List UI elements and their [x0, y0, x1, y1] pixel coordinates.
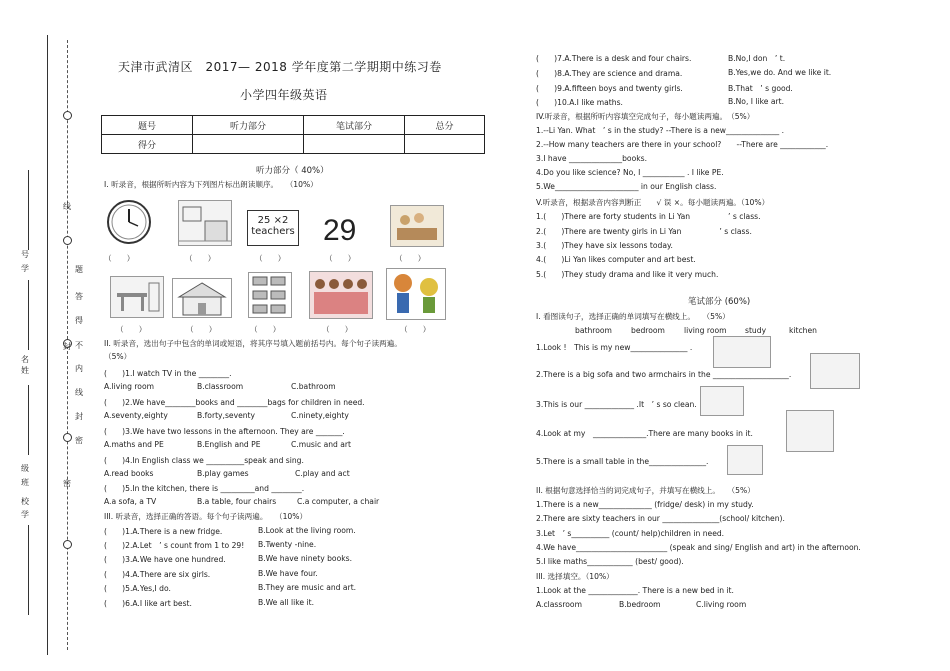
seal-char: 答 — [75, 292, 83, 301]
judge-line[interactable]: 3.( )They have six lessons today. — [536, 241, 673, 250]
label-ming: 名 — [21, 355, 29, 364]
option-b[interactable]: B.a table, four chairs — [197, 497, 277, 506]
score-header: 题号 — [102, 116, 193, 135]
margin-hole — [63, 236, 72, 245]
label-xiao: 校 — [21, 497, 29, 506]
score-cell[interactable] — [304, 135, 405, 154]
option-b[interactable]: B.Yes,we do. And we like it. — [728, 68, 832, 77]
fill-sentence[interactable]: 1.--Li Yan. What ’ s in the study? --There is a new______________ . — [536, 126, 785, 135]
fill-line — [28, 385, 29, 455]
score-header: 总分 — [405, 116, 485, 135]
seal-char: 内 — [75, 364, 83, 373]
option-a[interactable]: A.living room — [104, 382, 154, 391]
answer-paren[interactable]: （ ） — [400, 325, 431, 334]
answer-paren[interactable]: （ ） — [325, 254, 356, 263]
word-bank-item: living room — [684, 326, 727, 335]
seal-char: 封 — [63, 342, 71, 351]
question-line: ( )6.A.I like art best. — [104, 599, 192, 608]
seal-char: 线 — [63, 202, 71, 211]
score-header: 笔试部分 — [304, 116, 405, 135]
clock-picture — [104, 199, 154, 245]
question-line: ( )1.I watch TV in the ________. — [104, 369, 232, 378]
fill-line — [28, 525, 29, 615]
margin-hole — [63, 433, 72, 442]
option-b[interactable]: B.We have ninety books. — [258, 554, 352, 563]
answer-paren[interactable]: （ ） — [395, 254, 426, 263]
school-building-picture — [172, 278, 232, 318]
written-section-2-heading: II. 根据句意选择恰当的词完成句子，并填写在横线上。 （5%） — [536, 486, 755, 495]
fill-sentence[interactable]: 2.There are sixty teachers in our _______________(school/ kitchen). — [536, 514, 785, 523]
word-bank-item: bedroom — [631, 326, 665, 335]
question-line: ( )1.A.There is a new fridge. — [104, 527, 223, 536]
label-xing: 姓 — [21, 366, 29, 375]
fill-sentence[interactable]: 1.Look at the _____________. There is a new bed in it. — [536, 586, 734, 595]
judge-line[interactable]: 5.( )They study drama and like it very much. — [536, 270, 719, 279]
listening-title: 听力部分（ 40%） — [256, 166, 329, 176]
fill-sentence[interactable]: 2.--How many teachers are there in your school? --There are ____________. — [536, 140, 829, 149]
fill-sentence[interactable]: 5.We______________________ in our English class. — [536, 182, 717, 191]
option-a[interactable]: A.seventy,eighty — [104, 411, 168, 420]
fill-sentence[interactable]: 1.There is a new______________ (fridge/ desk) in my study. — [536, 500, 754, 509]
option-c[interactable]: C.ninety,eighty — [291, 411, 349, 420]
option-b[interactable]: B.play games — [197, 469, 249, 478]
judge-line[interactable]: 4.( )Li Yan likes computer and art best. — [536, 255, 696, 264]
option-b[interactable]: B.They are music and art. — [258, 583, 357, 592]
question-line: ( )5.In the kitchen, there is _________and ________. — [104, 484, 305, 493]
room-picture-3 — [700, 386, 744, 416]
option-b[interactable]: B.Look at the living room. — [258, 526, 356, 535]
classroom-picture — [390, 205, 444, 247]
option-a[interactable]: A.classroom — [536, 600, 582, 609]
option-c[interactable]: C.play and act — [295, 469, 350, 478]
word-bank-item: bathroom — [575, 326, 612, 335]
seal-char: 得 — [75, 316, 83, 325]
question-line: ( )9.A.fifteen boys and twenty girls. — [536, 84, 683, 93]
seal-char: 线 — [75, 388, 83, 397]
answer-paren[interactable]: （ ） — [104, 254, 135, 263]
question-line: ( )5.A.Yes,I do. — [104, 584, 171, 593]
answer-paren[interactable]: （ ） — [116, 325, 147, 334]
option-a[interactable]: A.a sofa, a TV — [104, 497, 157, 506]
section-4-heading: IV.听录音，根据所听内容填空完成句子，每小题读两遍。 （5%） — [536, 112, 755, 121]
option-b[interactable]: B.That ’ s good. — [728, 84, 793, 93]
question-line: ( )2.A.Let ’ s count from 1 to 29! — [104, 541, 245, 550]
written-section-1-heading: I. 看图读句子，选择正确的单词填写在横线上。 （5%） — [536, 312, 730, 321]
number-card — [247, 210, 299, 246]
section-2-percent: （5%） — [104, 352, 132, 361]
label-haoxue: 号学 — [21, 250, 29, 273]
option-b[interactable]: B.We all like it. — [258, 598, 314, 607]
label-ban: 班 — [21, 478, 29, 487]
seal-char: 密 — [75, 436, 83, 445]
option-a[interactable]: A.read books — [104, 469, 154, 478]
written-title: 笔试部分 (60%) — [688, 297, 751, 307]
judge-line[interactable]: 2.( )There are twenty girls in Li Yan ’ s class. — [536, 227, 752, 236]
exam-subtitle: 小学四年级英语 — [240, 88, 328, 102]
word-bank-item: study — [745, 326, 767, 335]
fill-sentence[interactable]: 3.This is our _____________ .It ’ s so clean. — [536, 400, 697, 409]
score-cell[interactable] — [193, 135, 304, 154]
option-b[interactable]: B.bedroom — [619, 600, 661, 609]
answer-paren[interactable]: （ ） — [186, 325, 217, 334]
seal-char: 题 — [75, 265, 83, 274]
fill-line — [28, 170, 29, 250]
score-header: 听力部分 — [193, 116, 304, 135]
room-picture-2 — [810, 353, 860, 389]
section-2-heading: II. 听录音，选出句子中包含的单词或短语，将其序号填入题前括号内。每个句子读两遍。 — [104, 339, 402, 348]
students-picture — [309, 271, 373, 319]
question-line: ( )4.In English class we __________speak and sing. — [104, 456, 304, 465]
option-b[interactable]: B.English and PE — [197, 440, 261, 449]
question-line: ( )3.A.We have one hundred. — [104, 555, 226, 564]
seal-char: 封 — [75, 412, 83, 421]
answer-paren[interactable]: （ ） — [250, 325, 281, 334]
option-b[interactable]: B.No, I like art. — [728, 97, 785, 106]
margin-line-outer — [47, 35, 48, 655]
margin-hole — [63, 540, 72, 549]
answer-paren[interactable]: （ ） — [185, 254, 216, 263]
question-line: ( )4.A.There are six girls. — [104, 570, 211, 579]
question-line: ( )3.We have two lessons in the afternoon. They are _______. — [104, 427, 345, 436]
cartoon-characters-picture — [386, 268, 446, 320]
section-1-heading: I. 听录音，根据所听内容为下列图片标出朗读顺序。 （10%） — [104, 180, 318, 189]
fill-sentence[interactable]: 4.We have________________________ (speak and sing/ English and art) in the afternoon. — [536, 543, 861, 552]
question-line: ( )2.We have________books and ________bags for children in need. — [104, 398, 365, 407]
section-3-heading: III. 听录音，选择正确的答语。每个句子读两遍。 （10%） — [104, 512, 308, 521]
fill-sentence[interactable]: 3.Let ’ s__________ (count/ help)children in need. — [536, 529, 725, 538]
fill-sentence[interactable]: 5.I like maths____________ (best/ good). — [536, 557, 684, 566]
option-b[interactable]: B.forty,seventy — [197, 411, 256, 420]
score-cell[interactable] — [405, 135, 485, 154]
option-c[interactable]: C.bathroom — [291, 382, 336, 391]
label-ji: 级 — [21, 464, 29, 473]
room-picture-1 — [713, 336, 771, 368]
question-line: ( )10.A.I like maths. — [536, 98, 623, 107]
fill-sentence[interactable]: 3.I have ______________books. — [536, 154, 647, 163]
question-line: ( )7.A.There is a desk and four chairs. — [536, 54, 692, 63]
exam-title: 天津市武清区 2017— 2018 学年度第二学期期中练习卷 — [118, 60, 442, 74]
word-bank-item: kitchen — [789, 326, 817, 335]
room-picture-5 — [727, 445, 763, 475]
written-section-3-heading: III. 选择填空。（10%） — [536, 572, 614, 581]
study-picture — [110, 276, 164, 318]
option-c[interactable]: C.a computer, a chair — [297, 497, 380, 506]
score-table — [101, 115, 485, 154]
fill-sentence[interactable]: 2.There is a big sofa and two armchairs in the ____________________. — [536, 370, 792, 379]
score-row-label: 得分 — [102, 135, 193, 154]
card-line-2: teachers — [251, 226, 295, 237]
kitchen-picture — [178, 200, 232, 246]
margin-hole — [63, 111, 72, 120]
section-5-heading: V.听录音，根据录音内容判断正 √ 误 ×。每小题读两遍。（10%） — [536, 198, 770, 207]
judge-line[interactable]: 1.( )There are forty students in Li Yan ’ s class. — [536, 212, 761, 221]
fill-sentence[interactable]: 1.Look ! This is my new_______________ . — [536, 343, 693, 352]
answer-paren[interactable]: （ ） — [255, 254, 286, 263]
option-a[interactable]: A.maths and PE — [104, 440, 164, 449]
option-c[interactable]: C.music and art — [291, 440, 352, 449]
question-line: ( )8.A.They are science and drama. — [536, 69, 683, 78]
seal-char: 不 — [75, 341, 83, 350]
card-line-1: 25 ×2 — [257, 215, 289, 226]
fill-sentence[interactable]: 4.Do you like science? No, I ___________ . I like PE. — [536, 168, 724, 177]
option-b[interactable]: B.No,I don ’ t. — [728, 54, 786, 63]
big-number: 29 — [323, 214, 357, 247]
fill-sentence[interactable]: 4.Look at my ______________.There are many books in it. — [536, 429, 753, 438]
label-xue: 学 — [21, 510, 29, 519]
room-picture-4 — [786, 410, 834, 452]
option-c[interactable]: C.living room — [696, 600, 747, 609]
seal-char: 密 — [63, 479, 71, 488]
fill-line — [28, 280, 29, 350]
option-b[interactable]: B.We have four. — [258, 569, 318, 578]
option-b[interactable]: B.classroom — [197, 382, 244, 391]
option-b[interactable]: B.Twenty -nine. — [258, 540, 317, 549]
books-picture — [248, 272, 292, 318]
answer-paren[interactable]: （ ） — [322, 325, 353, 334]
fill-sentence[interactable]: 5.There is a small table in the_______________. — [536, 457, 709, 466]
